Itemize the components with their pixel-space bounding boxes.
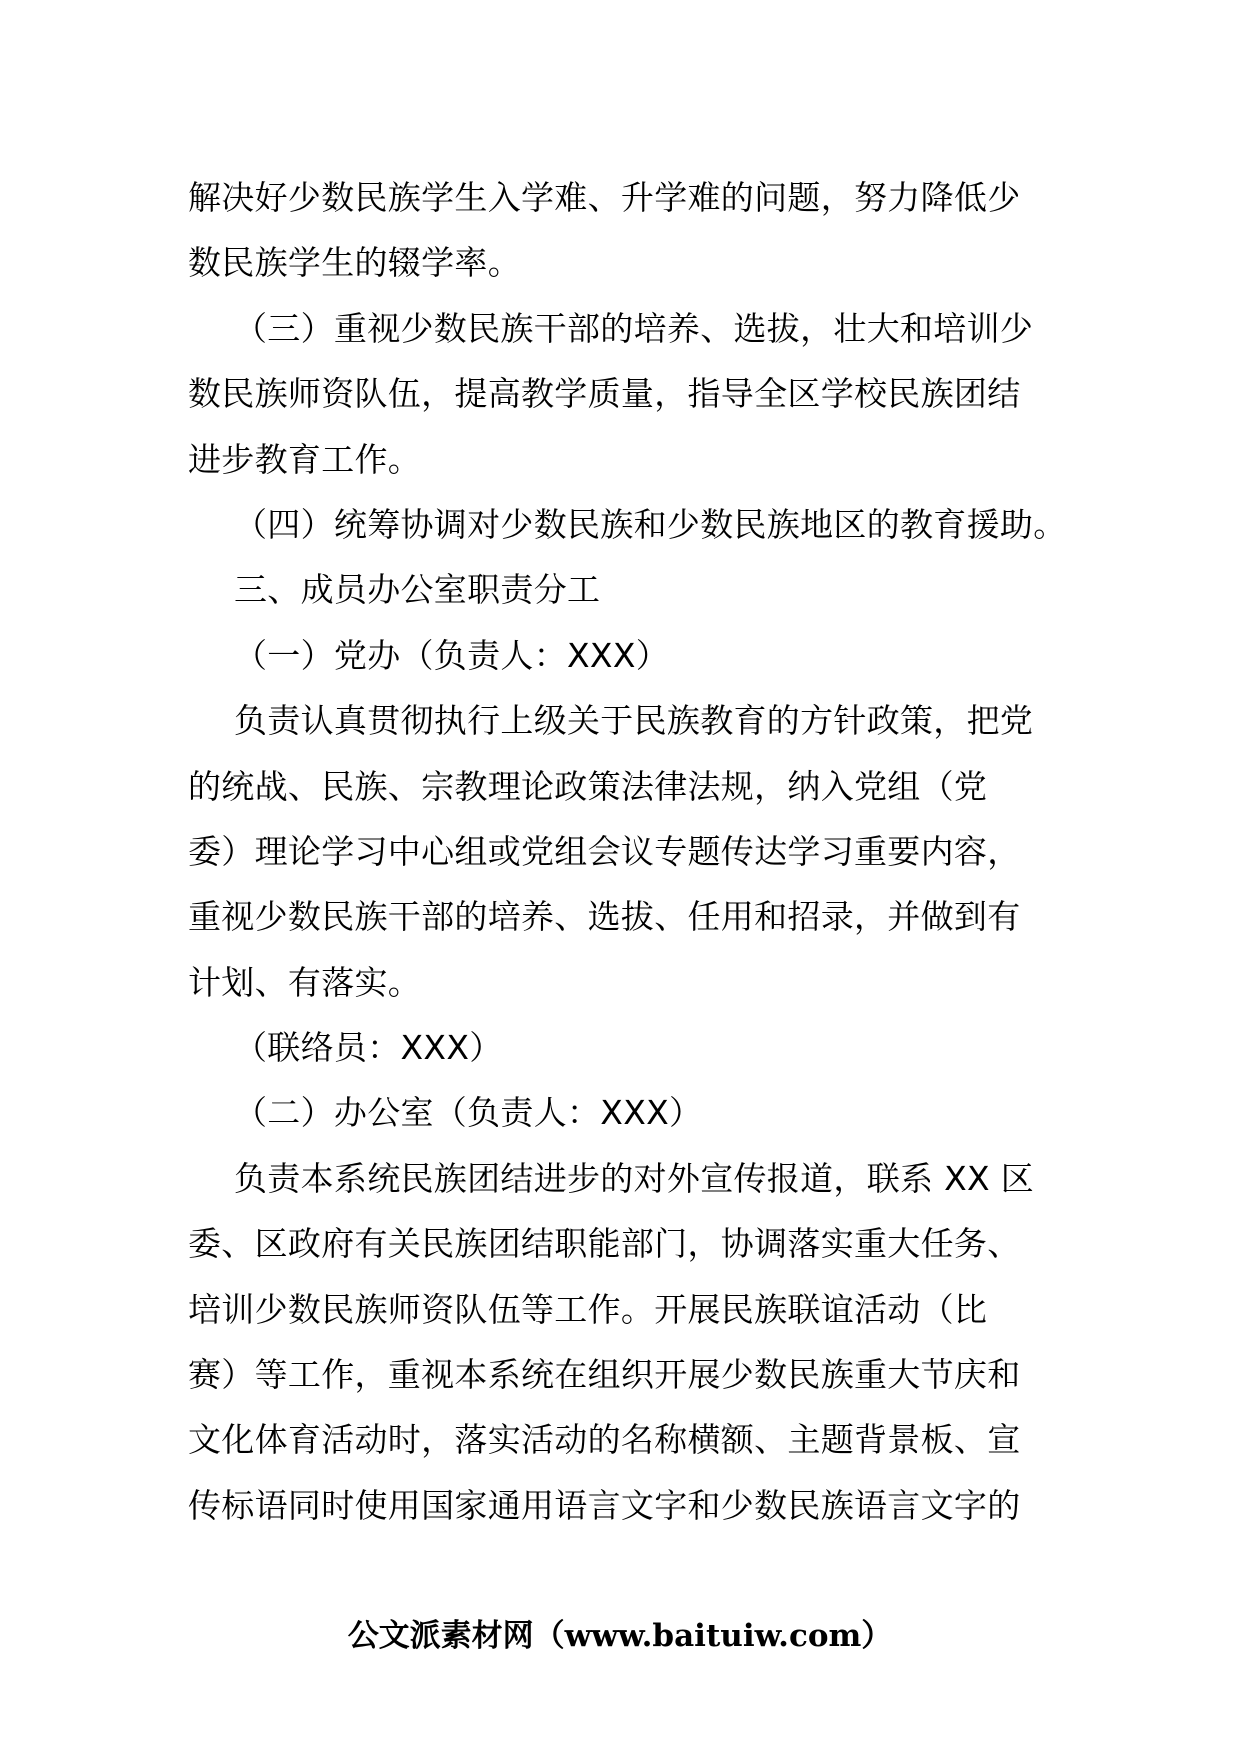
text-line: 的统战、民族、宗教理论政策法律法规，纳入党组（党	[188, 766, 988, 806]
text-line: 数民族师资队伍，提高教学质量，指导全区学校民族团结	[188, 374, 1021, 414]
text-line: 计划、有落实。	[188, 962, 422, 1002]
paragraph-start: 负责认真贯彻执行上级关于民族教育的方针政策，把党	[234, 701, 1034, 741]
text-line: 数民族学生的辍学率。	[188, 243, 521, 283]
text-line: 委）理论学习中心组或党组会议专题传达学习重要内容，	[188, 831, 1021, 871]
text-line: 赛）等工作，重视本系统在组织开展少数民族重大节庆和	[188, 1355, 1021, 1395]
text-line: 重视少数民族干部的培养、选拔、任用和招录，并做到有	[188, 897, 1021, 937]
liaison-line: （联络员：XXX）	[234, 1028, 503, 1068]
section-heading: （一）党办（负责人：XXX）	[234, 635, 670, 675]
document-body	[188, 165, 1067, 1538]
chapter-heading: 三、成员办公室职责分工	[234, 570, 601, 610]
text-line: 传标语同时使用国家通用语言文字和少数民族语言文字的	[188, 1485, 1021, 1525]
text-line: 进步教育工作。	[188, 439, 422, 479]
text-line: 培训少数民族师资队伍等工作。开展民族联谊活动（比	[188, 1289, 988, 1329]
footer-source-text: 公文派素材网（www.baituiw.com）	[347, 1618, 893, 1654]
text-line: 解决好少数民族学生入学难、升学难的问题，努力降低少	[188, 178, 1021, 217]
text-line: 委、区政府有关民族团结职能部门，协调落实重大任务、	[188, 1224, 1021, 1264]
section-heading: （四）统筹协调对少数民族和少数民族地区的教育援助。	[234, 504, 1067, 544]
text-line: 文化体育活动时，落实活动的名称横额、主题背景板、宣	[188, 1420, 1021, 1460]
paragraph-start: 负责本系统民族团结进步的对外宣传报道，联系 XX 区	[234, 1158, 1034, 1198]
section-heading: （三）重视少数民族干部的培养、选拔，壮大和培训少	[234, 308, 1034, 348]
section-heading: （二）办公室（负责人：XXX）	[234, 1093, 703, 1133]
